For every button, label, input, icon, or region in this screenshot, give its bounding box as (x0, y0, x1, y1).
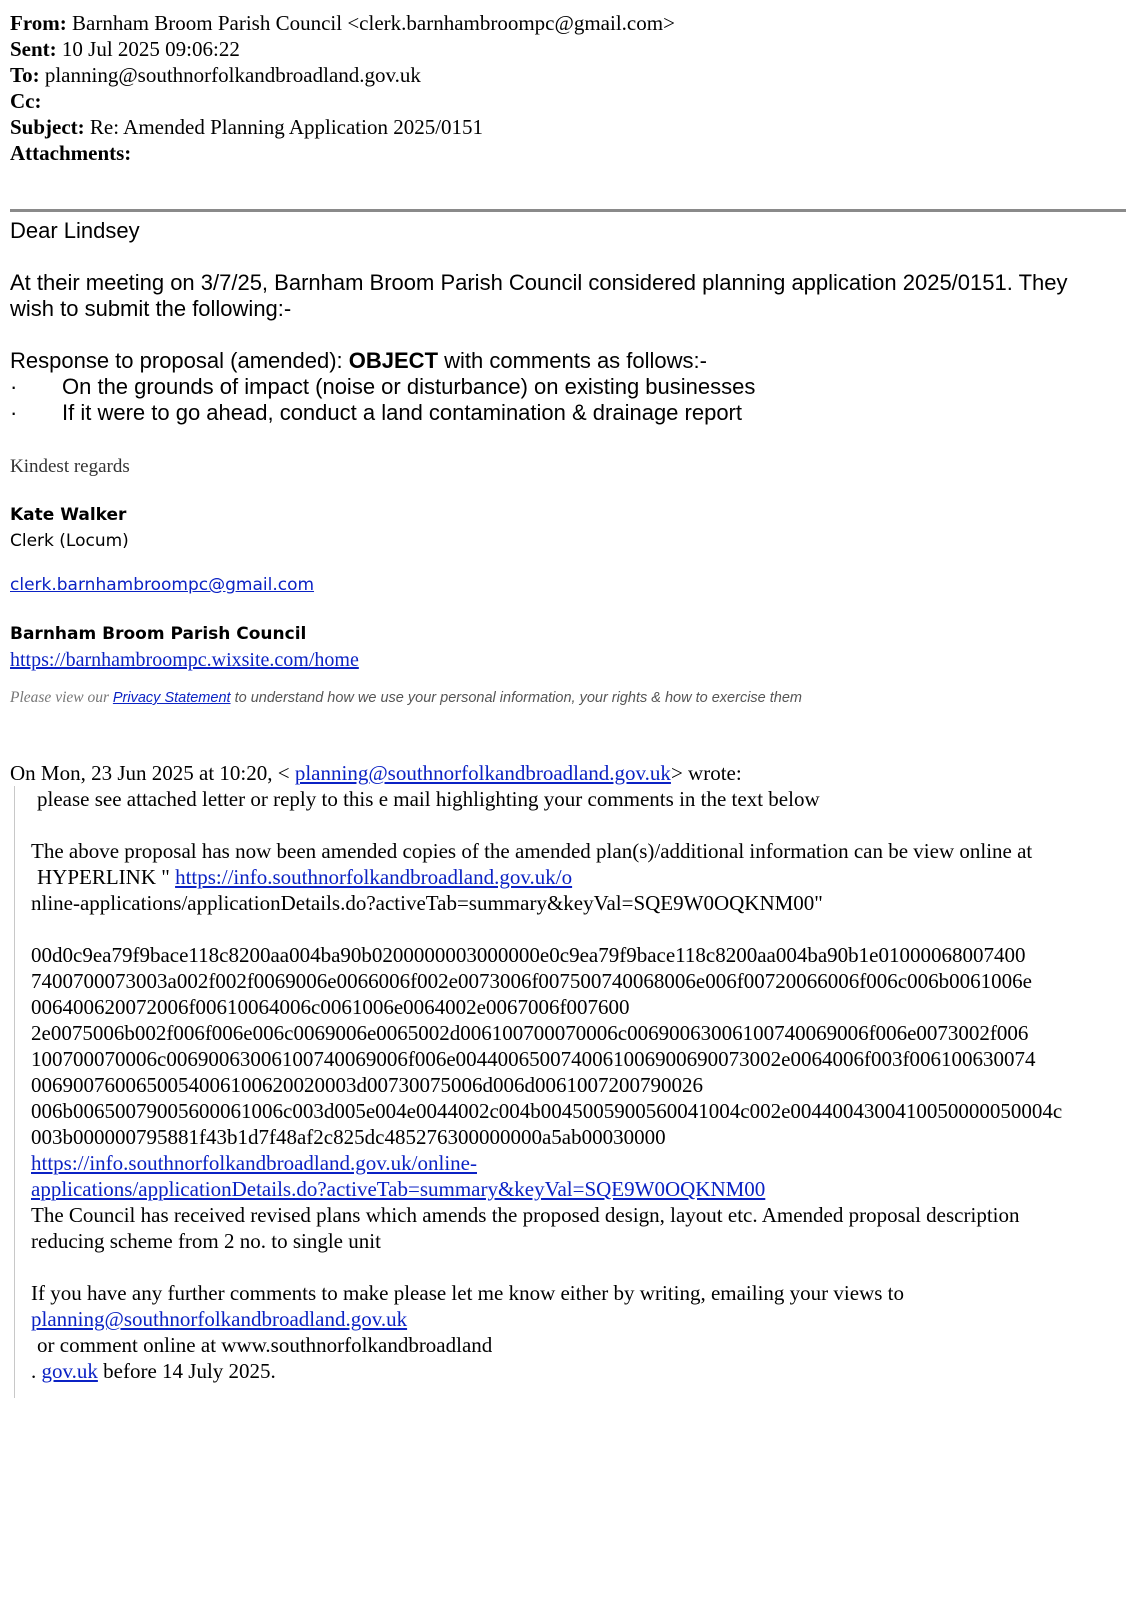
application-link-line1[interactable]: https://info.southnorfolkandbroadland.gov.uk/online- (31, 1151, 477, 1175)
sent-value: 10 Jul 2025 09:06:22 (61, 37, 240, 61)
bullet-text: On the grounds of impact (noise or disturbance) on existing businesses (62, 374, 756, 399)
council-line1: The Council has received revised plans which amends the proposed design, layout etc. Amended proposal description (31, 1203, 1020, 1227)
subject-label: Subject: (10, 115, 85, 139)
quote-bar (14, 786, 15, 1398)
response-line (10, 348, 707, 374)
hex-line: 003b000000795881f43b1d7f48af2c825dc485276300000000a5ab00030000 (31, 1125, 666, 1149)
bullet-marker: · (10, 374, 18, 399)
to-label: To: (10, 63, 40, 87)
online-line: or comment online at www.southnorfolkandbroadland (37, 1333, 493, 1357)
from-value: Barnham Broom Parish Council <clerk.barnhambroompc@gmail.com> (72, 11, 675, 35)
quoted-intro-suffix: > wrote: (670, 761, 742, 785)
hyperlink-prefix: HYPERLINK " (37, 865, 176, 889)
greeting: Dear Lindsey (10, 218, 140, 243)
para1-line1: At their meeting on 3/7/25, Barnham Broom Parish Council considered planning application 2025/0151. They (10, 270, 1068, 295)
subject-value: Re: Amended Planning Application 2025/0151 (89, 115, 484, 139)
privacy-statement-link[interactable]: Privacy Statement (112, 690, 231, 706)
header-sent (10, 36, 240, 62)
quoted-intro-prefix: On Mon, 23 Jun 2025 at 10:20, < (10, 761, 295, 785)
bullet-item (10, 374, 755, 400)
quoted-hyperlink-rest: nline-applications/applicationDetails.do?activeTab=summary&keyVal=SQE9W0OQKNM00" (31, 891, 823, 915)
further-line1: If you have any further comments to make please let me know either by writing, emailing your views to (31, 1281, 905, 1305)
final-prefix: . (31, 1359, 42, 1383)
sent-label: Sent: (10, 37, 57, 61)
closing: Kindest regards (10, 456, 130, 477)
privacy-notice (10, 688, 802, 708)
bullet-text: If it were to go ahead, conduct a land contamination & drainage report (62, 400, 742, 425)
response-prefix: Response to proposal (amended): (10, 348, 349, 373)
header-attachments (10, 140, 131, 166)
quoted-attached-line: please see attached letter or reply to this e mail highlighting your comments in the text below (37, 787, 820, 811)
signature-email-link[interactable]: clerk.barnhambroompc@gmail.com (10, 575, 315, 595)
final-line (31, 1358, 276, 1384)
hex-line: 00d0c9ea79f9bace118c8200aa004ba90b0200000003000000e0c9ea79f9bace118c8200aa004ba90b1e01000068007400 (31, 943, 1026, 967)
hex-line: 7400700073003a002f002f0069006e0066006f002e0073006f007500740068006e006f00720066006f006c006b0061006e (31, 969, 1032, 993)
final-suffix: before 14 July 2025. (97, 1359, 276, 1383)
header-cc (10, 88, 41, 114)
signature-role: Clerk (Locum) (10, 531, 129, 551)
hex-line: 0069007600650054006100620020003d00730075006d006d0061007200790026 (31, 1073, 703, 1097)
quoted-intro-email-link[interactable]: planning@southnorfolkandbroadland.gov.uk (294, 761, 671, 785)
quoted-amended-line: The above proposal has now been amended copies of the amended plan(s)/additional information can be view online at (31, 839, 1033, 863)
privacy-prefix: Please view our (10, 689, 113, 706)
signature-name: Kate Walker (10, 505, 127, 525)
gov-uk-link[interactable]: gov.uk (41, 1359, 98, 1383)
hex-line: 006b00650079005600061006c003d005e004e0044002c004b0045005900560041004c002e0044004300410050000050004c (31, 1099, 1063, 1123)
header-from (10, 10, 675, 36)
signature-org: Barnham Broom Parish Council (10, 624, 307, 644)
bullet-marker: · (10, 400, 18, 425)
hex-line: 006400620072006f00610064006c0061006e0064002e0067006f007600 (31, 995, 630, 1019)
header-to (10, 62, 421, 88)
bullet-item (10, 400, 742, 426)
header-subject (10, 114, 483, 140)
hex-line: 2e0075006b002f006f006e006c0069006e0065002d006100700070006c00690063006100740069006f006e0073002f006 (31, 1021, 1029, 1045)
application-link-line2[interactable]: applications/applicationDetails.do?activeTab=summary&keyVal=SQE9W0OQKNM00 (31, 1177, 766, 1201)
hyperlink-url-link[interactable]: https://info.southnorfolkandbroadland.gov.uk/o (175, 865, 573, 889)
para1-line2: wish to submit the following:- (10, 296, 292, 321)
from-label: From: (10, 11, 67, 35)
hex-line: 100700070006c00690063006100740069006f006e0044006500740061006900690073002e0064006f003f006100630074 (31, 1047, 1036, 1071)
response-object: OBJECT (348, 348, 439, 373)
header-divider (10, 209, 1126, 212)
attachments-label: Attachments: (10, 141, 132, 165)
to-value: planning@southnorfolkandbroadland.gov.uk (44, 63, 421, 87)
further-email-link[interactable]: planning@southnorfolkandbroadland.gov.uk (31, 1307, 408, 1331)
response-suffix: with comments as follows:- (438, 348, 707, 373)
quoted-hyperlink-line (37, 864, 572, 890)
privacy-suffix: to understand how we use your personal information, your rights & how to exercise them (230, 690, 802, 706)
cc-label: Cc: (10, 89, 42, 113)
signature-website-link[interactable]: https://barnhambroompc.wixsite.com/home (10, 649, 359, 671)
council-line2: reducing scheme from 2 no. to single unit (31, 1229, 381, 1253)
quoted-intro (10, 760, 742, 786)
